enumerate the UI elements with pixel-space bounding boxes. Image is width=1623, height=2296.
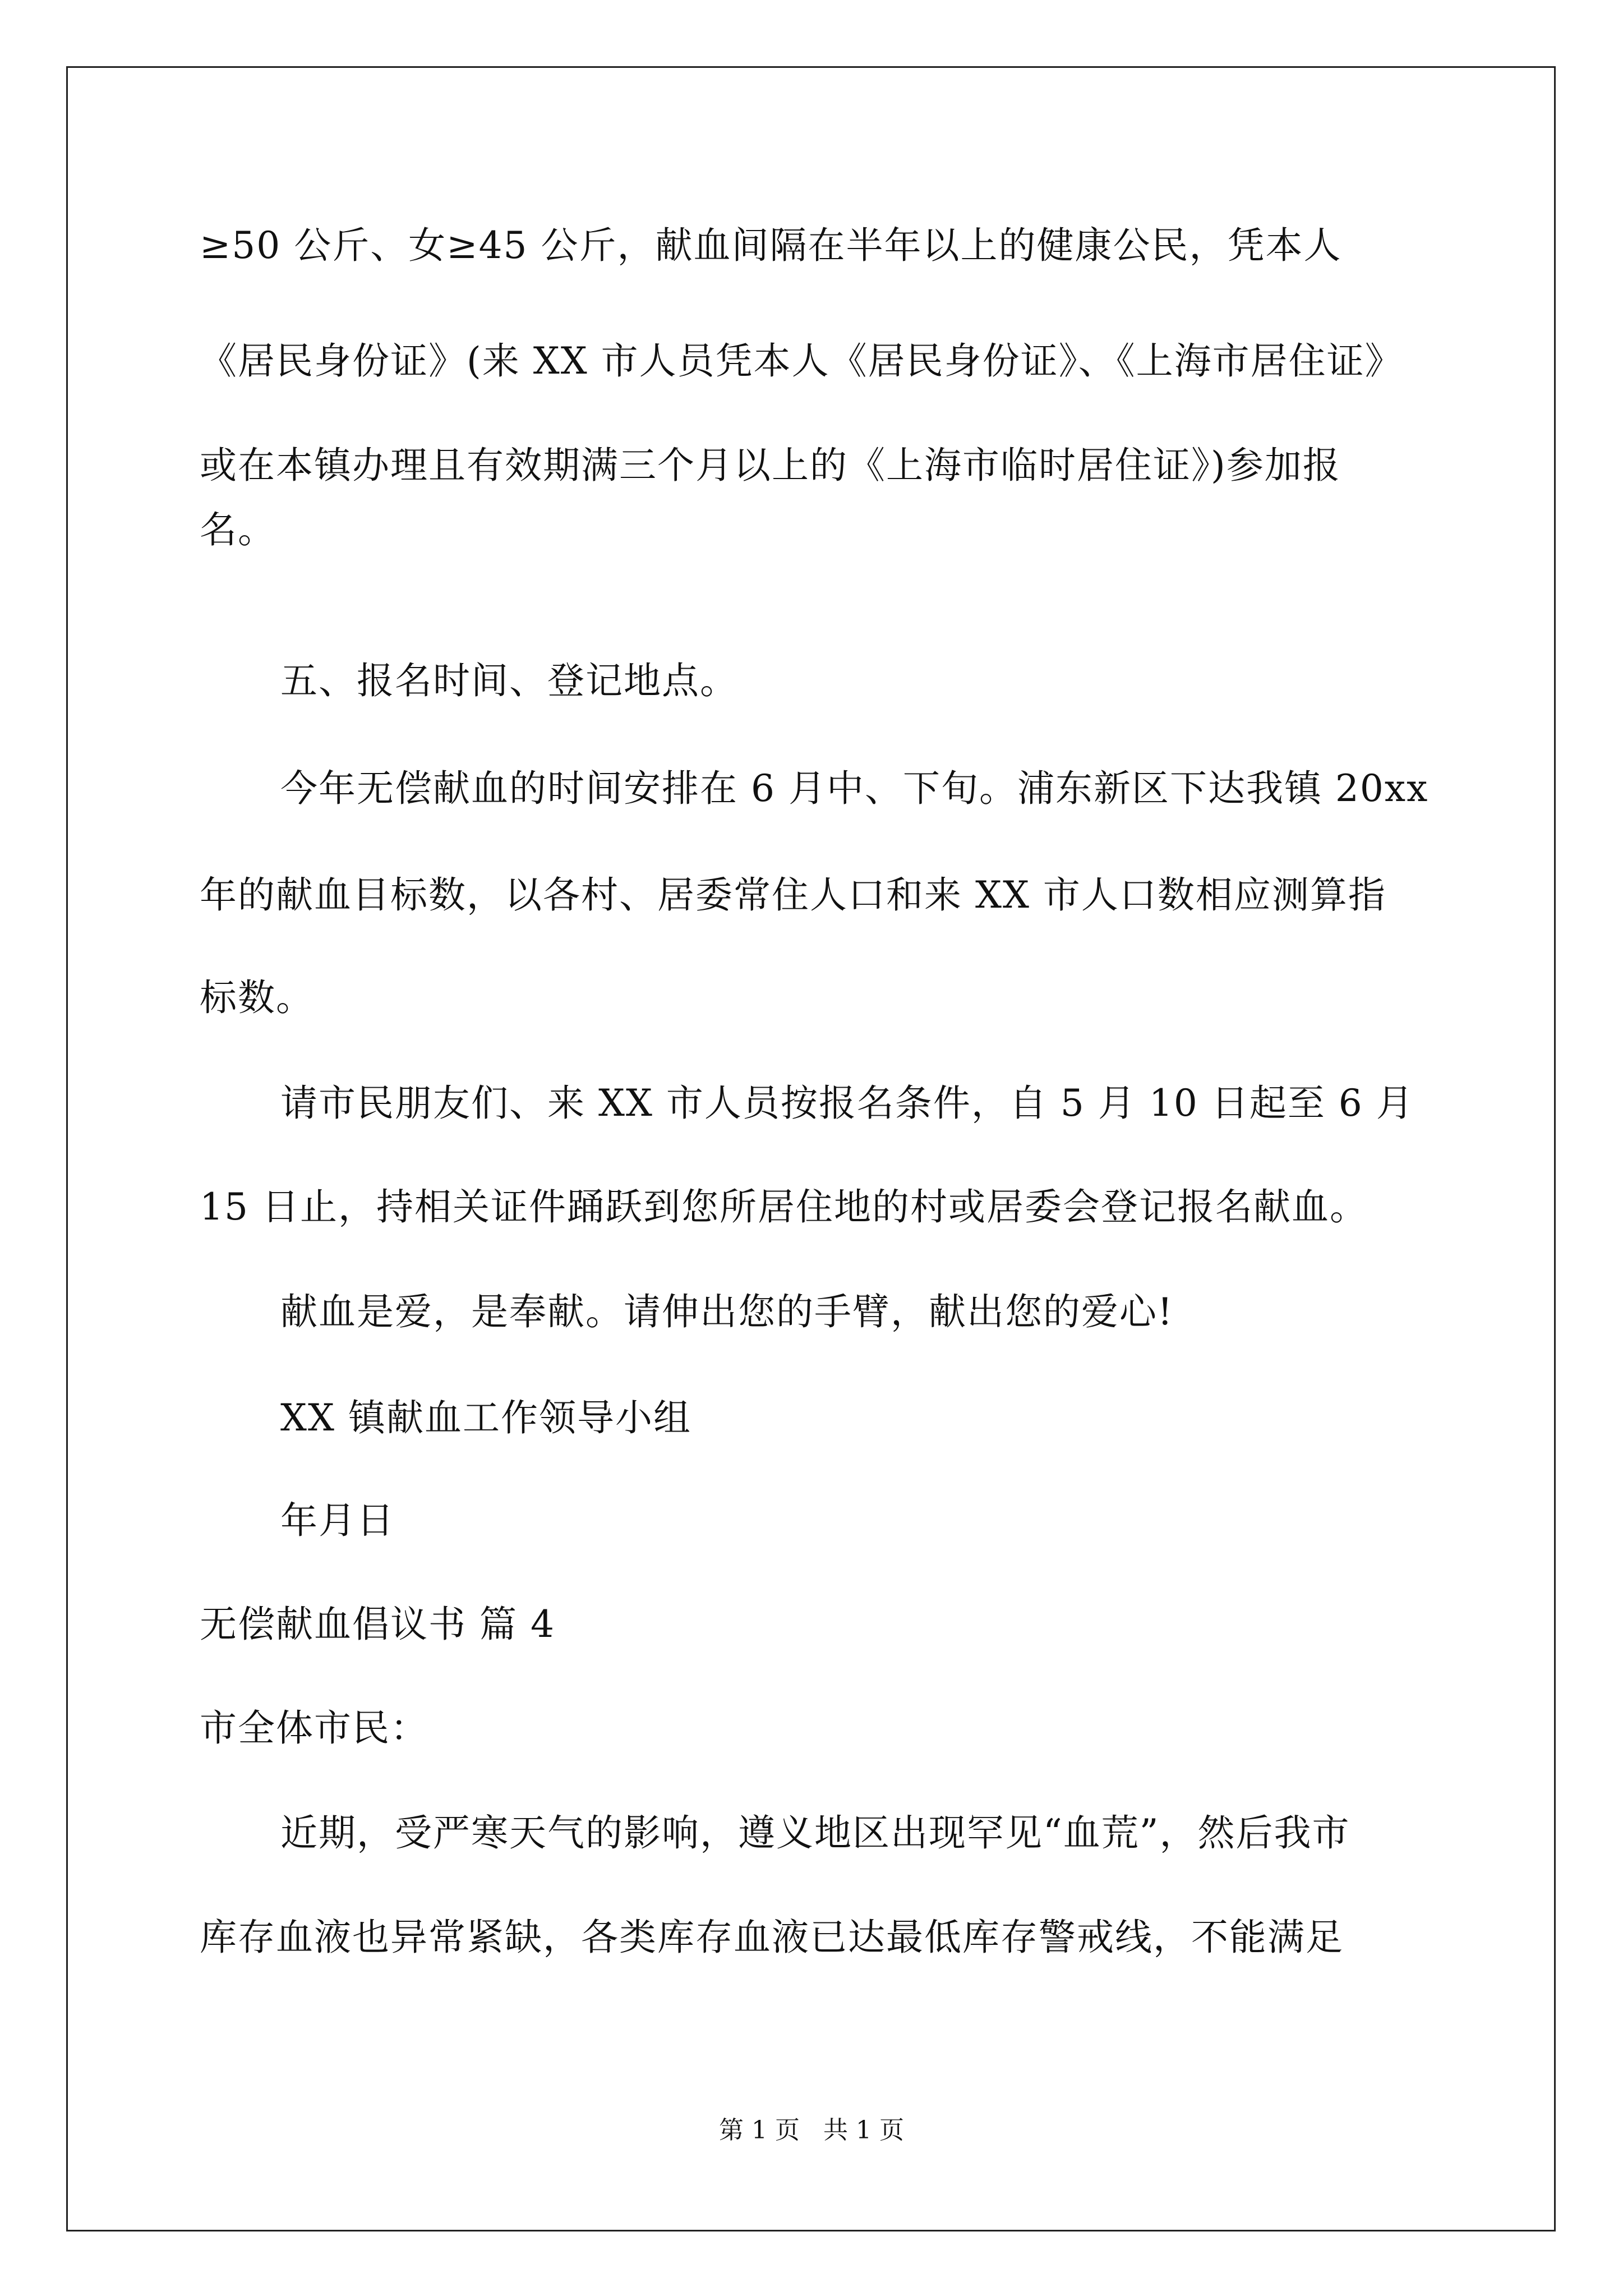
date-line: 年月日 (280, 1499, 395, 1542)
paragraph-line: ≥50 公斤、女≥45 公斤，献血间隔在半年以上的健康公民，凭本人 (200, 224, 1342, 267)
salutation-line: 市全体市民： (200, 1706, 428, 1750)
paragraph-line: 请市民朋友们、来 XX 市人员按报名条件，自 5 月 10 日起至 6 月 (280, 1082, 1414, 1125)
paragraph-line: 年的献血目标数，以各村、居委常住人口和来 XX 市人口数相应测算指 (200, 873, 1386, 917)
page-footer: 第 1 页 共 1 页 (719, 2116, 904, 2145)
document-heading: 无偿献血倡议书 篇 4 (200, 1603, 555, 1646)
paragraph-line: 《居民身份证》(来 XX 市人员凭本人《居民身份证》、《上海市居住证》 (200, 339, 1403, 383)
paragraph-line: 15 日止，持相关证件踊跃到您所居住地的村或居委会登记报名献血。 (200, 1185, 1368, 1228)
section-heading: 五、报名时间、登记地点。 (280, 659, 738, 702)
paragraph-line: 或在本镇办理且有效期满三个月以上的《上海市临时居住证》)参加报 (200, 444, 1341, 487)
paragraph-line: 近期，受严寒天气的影响，遵义地区出现罕见“血荒”，然后我市 (280, 1811, 1350, 1855)
paragraph-line: 献血是爱，是奉献。请伸出您的手臂，献出您的爱心! (280, 1290, 1174, 1333)
paragraph-line: 库存血液也异常紧缺，各类库存血液已达最低库存警戒线，不能满足 (200, 1916, 1344, 1959)
paragraph-line: 今年无偿献血的时间安排在 6 月中、下旬。浦东新区下达我镇 20xx (280, 767, 1429, 810)
paragraph-line: 标数。 (200, 976, 314, 1019)
page-border (66, 66, 1556, 2231)
paragraph-line: 名。 (200, 508, 276, 551)
signature-line: XX 镇献血工作领导小组 (280, 1396, 691, 1439)
